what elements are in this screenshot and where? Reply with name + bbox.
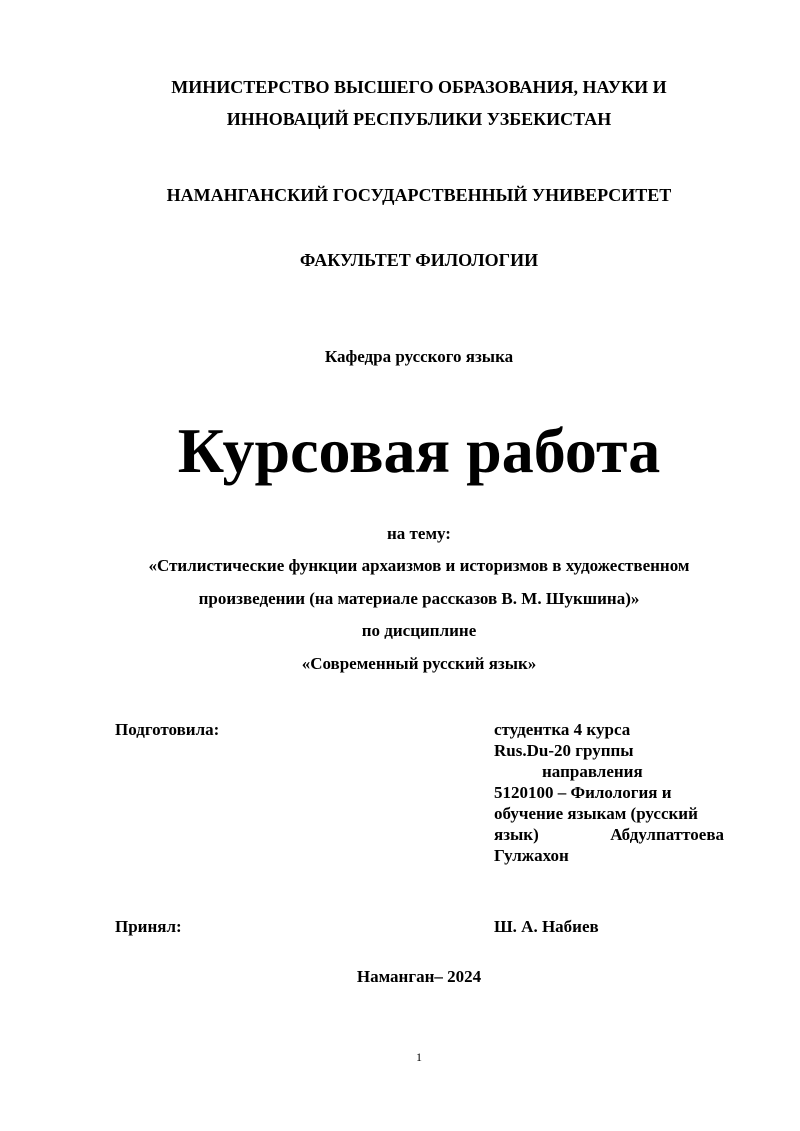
ministry-line-2: ИННОВАЦИЙ РЕСПУБЛИКИ УЗБЕКИСТАН (226, 109, 612, 129)
author-line-6 (494, 824, 724, 845)
topic-label: на тему: (387, 524, 451, 543)
ministry-line-1: МИНИСТЕРСТВО ВЫСШЕГО ОБРАЗОВАНИЯ, НАУКИ И (171, 77, 667, 97)
author-line-1: студентка 4 курса (494, 720, 631, 739)
author-line-5: обучение языкам (русский (494, 804, 698, 823)
reviewer-name: Ш. А. Набиев (494, 917, 599, 936)
discipline-label: по дисциплине (361, 621, 477, 640)
author-details (494, 719, 724, 866)
faculty-name: ФАКУЛЬТЕТ ФИЛОЛОГИИ (299, 250, 539, 270)
topic-line-1: «Стилистические функции архаизмов и историзмов в художественном (148, 556, 690, 575)
author-line-2: Rus.Du-20 группы (494, 741, 634, 760)
university-name: НАМАНГАНСКИЙ ГОСУДАРСТВЕННЫЙ УНИВЕРСИТЕТ (166, 185, 672, 205)
topic-line-2: произведении (на материале рассказов В. М. Шукшина)» (198, 589, 640, 608)
reviewer-label: Принял: (115, 917, 182, 936)
city-year: Наманган– 2024 (356, 967, 482, 986)
page-number: 1 (416, 1050, 422, 1064)
author-line-4: 5120100 – Филология и (494, 783, 672, 802)
author-label: Подготовила: (115, 720, 220, 739)
author-line-6-right: Абдулпаттоева (610, 825, 724, 844)
document-title: Курсовая работа (177, 415, 661, 486)
discipline-name: «Современный русский язык» (301, 654, 537, 673)
department-name: Кафедра русского языка (324, 347, 514, 366)
author-line-3: направления (542, 762, 643, 781)
author-line-6-left: язык) (494, 825, 539, 844)
author-line-7: Гулжахон (494, 846, 569, 865)
